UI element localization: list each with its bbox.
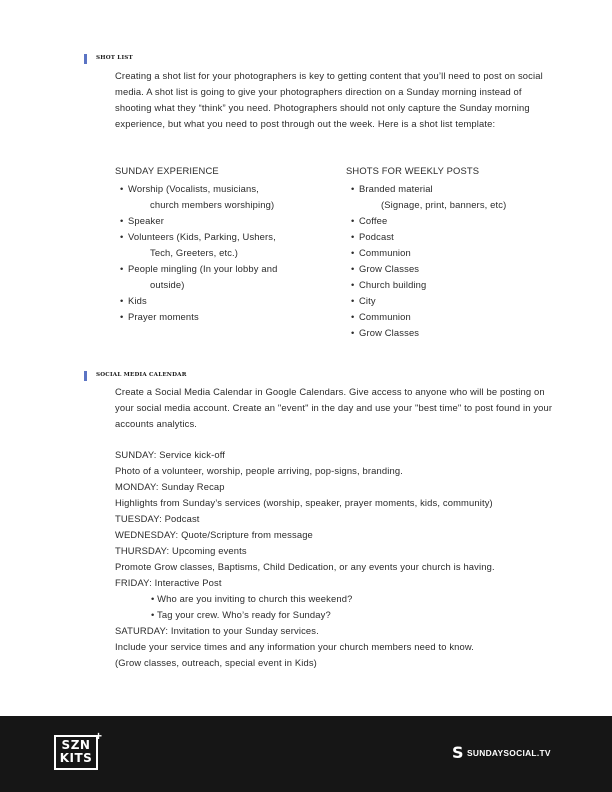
shot-list-intro: Creating a shot list for your photographers is key to getting content that you’ll need to post on social media. A shot list is going to give your photographers direction on a Sunday morning instead of shooting what they “think” you need. Photographers should not only capture the Sunday morning experience, but what you need to post through out the week. Here is a shot list template:	[115, 70, 543, 129]
shot-item-text: Worship (Vocalists, musicians,	[128, 183, 259, 194]
shot-item-continuation: (Signage, print, banners, etc)	[381, 199, 507, 210]
calendar-line: WEDNESDAY: Quote/Scripture from message	[115, 529, 313, 540]
calendar-line: FRIDAY: Interactive Post	[115, 577, 222, 588]
logo-plus-icon: +	[95, 729, 103, 743]
shot-list-item	[116, 261, 326, 293]
shot-item-continuation: church members worshiping)	[150, 199, 275, 210]
shot-list-item	[347, 325, 557, 341]
shot-item-text: Branded material	[359, 183, 433, 194]
shot-item-text: People mingling (In your lobby and	[128, 263, 278, 274]
calendar-intro: Create a Social Media Calendar in Google Calendars. Give access to anyone who will be posting on your social media account. Create an "event" in the day and use your "best time" to post found in your accounts analytics.	[115, 386, 553, 429]
shot-list-item	[116, 293, 326, 309]
logo-line-2: KITS	[59, 751, 93, 765]
calendar-line: Highlights from Sunday’s services (worship, speaker, prayer moments, kids, community)	[115, 497, 493, 508]
shot-list-item	[116, 229, 326, 261]
shot-item-text: Prayer moments	[128, 311, 199, 322]
calendar-line: Photo of a volunteer, worship, people arriving, pop-signs, branding.	[115, 465, 403, 476]
shot-list-item	[347, 245, 557, 261]
shot-list-item	[347, 181, 557, 213]
shot-item-text: Speaker	[128, 215, 164, 226]
shot-list-item	[116, 309, 326, 325]
sunday-experience-heading: SUNDAY EXPERIENCE	[115, 165, 219, 176]
shot-list-item	[347, 261, 557, 277]
calendar-line: MONDAY: Sunday Recap	[115, 481, 225, 492]
shot-item-text: Communion	[359, 311, 411, 322]
shot-list-item	[347, 277, 557, 293]
shot-item-continuation: Tech, Greeters, etc.)	[150, 247, 239, 258]
calendar-line: THURSDAY: Upcoming events	[115, 545, 247, 556]
szn-kits-logo	[54, 735, 98, 770]
section-marker	[84, 371, 87, 381]
section-title: SOCIAL MEDIA CALENDAR	[96, 372, 187, 378]
shot-item-text: Communion	[359, 247, 411, 258]
calendar-line: SATURDAY: Invitation to your Sunday services.	[115, 625, 319, 636]
footer	[0, 716, 612, 792]
calendar-line: • Who are you inviting to church this weekend?	[151, 593, 353, 604]
calendar-line: (Grow classes, outreach, special event in Kids)	[115, 657, 317, 668]
section-title: SHOT LIST	[96, 55, 133, 61]
weekly-posts-list	[347, 181, 557, 341]
calendar-line: Promote Grow classes, Baptisms, Child Dedication, or any events your church is having.	[115, 561, 495, 572]
shot-item-text: Church building	[359, 279, 427, 290]
shot-item-text: Kids	[128, 295, 147, 306]
calendar-schedule	[115, 447, 495, 671]
shot-list-item	[116, 213, 326, 229]
shot-item-continuation: outside)	[150, 279, 185, 290]
calendar-line: SUNDAY: Service kick-off	[115, 449, 226, 460]
shot-item-text: City	[359, 295, 376, 306]
calendar-line: • Tag your crew. Who’s ready for Sunday?	[151, 609, 331, 620]
shot-list-item	[347, 213, 557, 229]
calendar-line: TUESDAY: Podcast	[115, 513, 200, 524]
shot-item-text: Grow Classes	[359, 263, 420, 274]
shot-list-item	[347, 229, 557, 245]
shot-list-item	[347, 309, 557, 325]
shot-item-text: Podcast	[359, 231, 394, 242]
logo-line-1: SZN	[61, 738, 91, 752]
sunday-social-logo-icon: S	[452, 743, 464, 762]
section-marker	[84, 54, 87, 64]
brand-url: SUNDAYSOCIAL.TV	[467, 748, 551, 758]
sunday-experience-list	[116, 181, 326, 325]
shot-item-text: Grow Classes	[359, 327, 420, 338]
weekly-posts-heading: SHOTS FOR WEEKLY POSTS	[346, 165, 480, 176]
shot-item-text: Coffee	[359, 215, 388, 226]
shot-list-item	[347, 293, 557, 309]
shot-list-item	[116, 181, 326, 213]
shot-item-text: Volunteers (Kids, Parking, Ushers,	[128, 231, 276, 242]
calendar-line: Include your service times and any information your church members need to know.	[115, 641, 475, 652]
